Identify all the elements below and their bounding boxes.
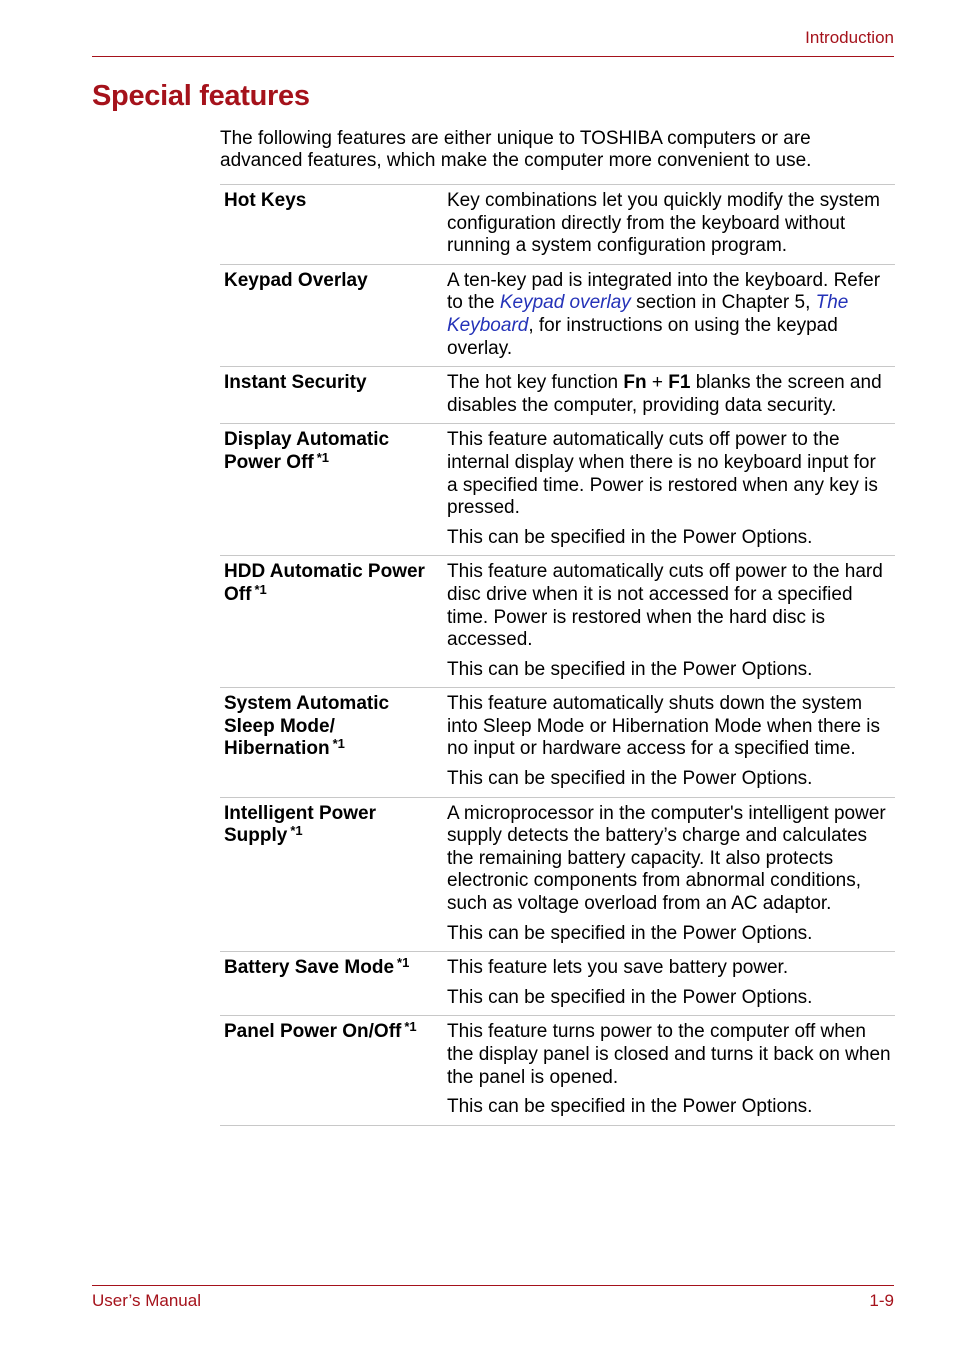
table-row (220, 185, 895, 265)
term-text: Panel Power On/Off (224, 1021, 402, 1043)
feature-term (220, 556, 443, 688)
term-text: Keypad Overlay (224, 269, 368, 291)
feature-term (220, 1016, 443, 1125)
description-note: This can be specified in the Power Options. (447, 526, 813, 548)
description-text: A microprocessor in the computer's intelligent power supply detects the battery’s charge and calculates the remaining battery capacity. It also protects electronic components from abnormal conditions, such as voltage overload from an AC adaptor. (447, 802, 886, 915)
description-text: This feature turns power to the computer off when the display panel is closed and turns it back on when the panel is opened. (447, 1021, 891, 1088)
feature-term (220, 367, 443, 424)
table-row (220, 556, 895, 688)
table-row (220, 367, 895, 424)
description-fragment: blanks the screen and disables the computer, providing data security. (447, 372, 882, 416)
term-text: Hot Keys (224, 190, 307, 211)
table-row (220, 797, 895, 952)
footnote-marker: *1 (397, 955, 410, 971)
footer-rule (92, 1285, 894, 1286)
feature-term (220, 952, 443, 1016)
description-text: This feature automatically cuts off power to the hard disc drive when it is not accessed for a specified time. Power is restored when the hard disc is accessed. (447, 561, 883, 651)
keypad-overlay-link[interactable]: Keypad overlay (499, 292, 631, 314)
plus-sign: + (646, 372, 669, 394)
footnote-marker: *1 (404, 1019, 417, 1035)
table-row (220, 424, 895, 556)
table-row (220, 1016, 895, 1125)
feature-term (220, 264, 443, 366)
running-header: Introduction (805, 28, 894, 47)
description-text: This feature lets you save battery power. (447, 957, 789, 979)
feature-description (443, 556, 895, 688)
term-text: HDD Automatic Power Off (224, 561, 425, 605)
feature-description (443, 185, 895, 265)
description-text: This feature automatically shuts down the system into Sleep Mode or Hibernation Mode when there is no input or hardware access for a specified time. (447, 693, 881, 760)
the-keyboard-link[interactable]: The Keyboard (447, 292, 849, 336)
feature-term (220, 688, 443, 797)
term-text: Display Automatic Power Off (224, 429, 390, 473)
feature-description (443, 424, 895, 556)
feature-description (443, 797, 895, 952)
key-fn: Fn (623, 372, 647, 394)
description-text: Key combinations let you quickly modify the system configuration directly from the keyboard without running a system configuration program. (447, 190, 880, 257)
footnote-marker: *1 (290, 823, 303, 839)
description-fragment: The hot key function (447, 372, 624, 394)
feature-term (220, 424, 443, 556)
key-f1: F1 (668, 372, 691, 394)
description-note: This can be specified in the Power Options. (447, 768, 813, 790)
table-row (220, 952, 895, 1016)
term-text: Instant Security (224, 372, 367, 394)
description-note: This can be specified in the Power Options. (447, 1096, 813, 1118)
table-row (220, 264, 895, 366)
description-text (447, 270, 891, 360)
description-note: This can be specified in the Power Options. (447, 658, 813, 680)
footnote-marker: *1 (316, 449, 330, 465)
footer-manual-title: User’s Manual (92, 1291, 201, 1310)
footnote-marker: *1 (254, 581, 267, 597)
description-fragment: section in Chapter 5, (630, 292, 816, 314)
intro-paragraph: The following features are either unique to TOSHIBA computers or are advanced features, which make the computer more convenient to use. (220, 128, 812, 171)
term-text: Intelligent Power Supply (224, 802, 377, 847)
feature-term (220, 797, 443, 952)
description-fragment: A ten-key pad is integrated into the keyboard. Refer to the (447, 269, 881, 314)
description-text: This feature automatically cuts off power to the internal display when there is no keyboard input for a specified time. Power is restored when any key is pressed. (447, 429, 878, 519)
feature-term (220, 185, 443, 265)
page-title: Special features (92, 80, 310, 112)
footnote-marker: *1 (332, 736, 345, 752)
features-table (220, 184, 895, 1126)
description-note: This can be specified in the Power Options. (447, 922, 813, 944)
description-note: This can be specified in the Power Options. (447, 986, 813, 1008)
feature-description (443, 1016, 895, 1125)
description-text (447, 372, 891, 417)
table-row (220, 688, 895, 797)
feature-description (443, 367, 895, 424)
header-rule (92, 56, 894, 57)
term-text: System Automatic Sleep Mode/ Hibernation (224, 693, 390, 760)
page-number: 1-9 (869, 1291, 894, 1310)
term-text: Battery Save Mode (224, 957, 395, 979)
description-fragment: , for instructions on using the keypad overlay. (447, 314, 838, 359)
feature-description (443, 264, 895, 366)
feature-description (443, 952, 895, 1016)
feature-description (443, 688, 895, 797)
